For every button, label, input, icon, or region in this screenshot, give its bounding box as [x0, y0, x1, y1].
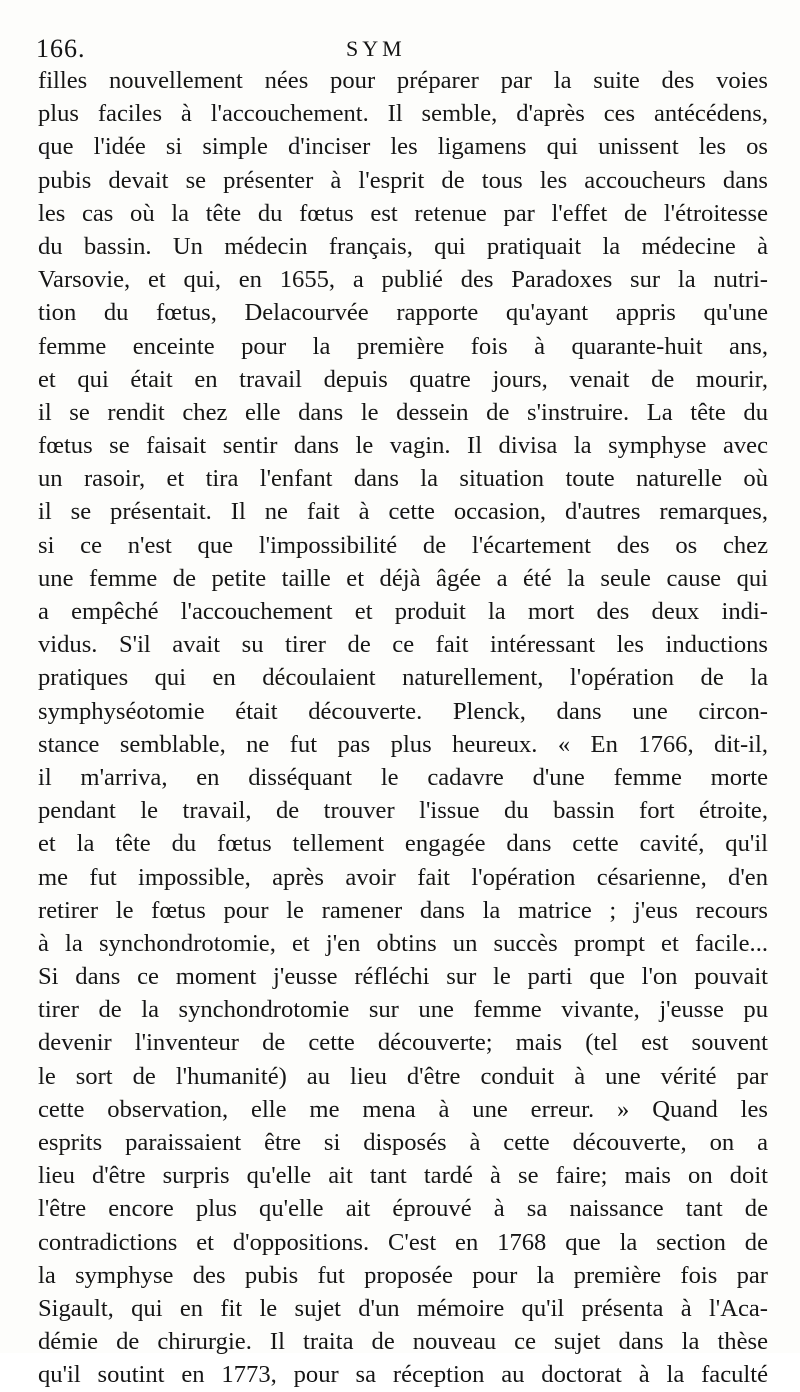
text-line: Varsovie, et qui, en 1655, a publié des Paradoxes sur la nutri-	[38, 266, 768, 294]
running-head: SYM	[346, 36, 406, 61]
text-line: devenir l'inventeur de cette découverte; mais (tel est souvent	[38, 1029, 768, 1057]
text-line: à la synchondrotomie, et j'en obtins un succès prompt et facile...	[38, 929, 768, 957]
text-line: cette observation, elle me mena à une erreur. » Quand les	[38, 1095, 768, 1123]
text-line: si ce n'est que l'impossibilité de l'écartement des os chez	[38, 531, 768, 559]
text-line: symphyséotomie était découverte. Plenck, dans une circon-	[38, 697, 768, 725]
text-line: démie de chirurgie. Il traita de nouveau ce sujet dans la thèse	[38, 1328, 768, 1356]
text-line: tion du fœtus, Delacourvée rapporte qu'ayant appris qu'une	[38, 299, 768, 327]
text-line: femme enceinte pour la première fois à quarante-huit ans,	[38, 332, 768, 360]
text-line: il m'arriva, en disséquant le cadavre d'une femme morte	[38, 763, 768, 791]
text-line: que l'idée si simple d'inciser les ligamens qui unissent les os	[38, 133, 768, 161]
text-line: stance semblable, ne fut pas plus heureux. « En 1766, dit-il,	[38, 730, 768, 758]
text-line: pratiques qui en découlaient naturellement, l'opération de la	[38, 664, 768, 692]
text-line: du bassin. Un médecin français, qui pratiquait la médecine à	[38, 232, 768, 260]
text-line: retirer le fœtus pour le ramener dans la matrice ; j'eus recours	[38, 896, 768, 924]
text-line: vidus. S'il avait su tirer de ce fait intéressant les inductions	[38, 631, 768, 659]
text-line: filles nouvellement nées pour préparer par la suite des voies	[38, 67, 768, 94]
text-line: il se présentait. Il ne fait à cette occasion, d'autres remarques,	[38, 498, 768, 526]
text-body	[38, 64, 768, 1392]
text-line: le sort de l'humanité) au lieu d'être conduit à une vérité par	[38, 1062, 768, 1090]
text-line: et la tête du fœtus tellement engagée dans cette cavité, qu'il	[38, 830, 768, 858]
text-line: fœtus se faisait sentir dans le vagin. Il divisa la symphyse avec	[38, 432, 768, 460]
text-line: esprits paraissaient être si disposés à cette découverte, on a	[38, 1129, 768, 1156]
text-line: plus faciles à l'accouchement. Il semble, d'après ces antécédens,	[38, 100, 768, 128]
text-line: tirer de la synchondrotomie sur une femme vivante, j'eusse pu	[38, 996, 768, 1024]
text-line: les cas où la tête du fœtus est retenue par l'effet de l'étroitesse	[38, 199, 768, 227]
text-line: et qui était en travail depuis quatre jours, venait de mourir,	[38, 365, 768, 393]
text-line: lieu d'être surpris qu'elle ait tant tardé à se faire; mais on doit	[38, 1162, 768, 1190]
text-line: contradictions et d'oppositions. C'est en 1768 que la section de	[38, 1228, 768, 1256]
text-line: un rasoir, et tira l'enfant dans la situation toute naturelle où	[38, 465, 768, 493]
text-line: pendant le travail, de trouver l'issue du bassin fort étroite,	[38, 797, 768, 825]
text-line: l'être encore plus qu'elle ait éprouvé à sa naissance tant de	[38, 1195, 768, 1223]
text-line: la symphyse des pubis fut proposée pour la première fois par	[38, 1261, 768, 1289]
text-line: une femme de petite taille et déjà âgée a été la seule cause qui	[38, 564, 768, 592]
text-line: pubis devait se présenter à l'esprit de tous les accoucheurs dans	[38, 166, 768, 194]
text-line: me fut impossible, après avoir fait l'opération césarienne, d'en	[38, 863, 768, 891]
page-number: 166.	[36, 34, 86, 63]
text-line: Si dans ce moment j'eusse réfléchi sur le parti que l'on pouvait	[38, 963, 768, 991]
page-header	[36, 34, 766, 68]
text-line: Sigault, qui en fit le sujet d'un mémoire qu'il présenta à l'Aca-	[38, 1294, 768, 1322]
text-line: a empêché l'accouchement et produit la mort des deux indi-	[38, 598, 768, 625]
text-line: qu'il soutint en 1773, pour sa réception au doctorat à la faculté	[38, 1361, 768, 1389]
text-line: il se rendit chez elle dans le dessein de s'instruire. La tête du	[38, 398, 768, 426]
